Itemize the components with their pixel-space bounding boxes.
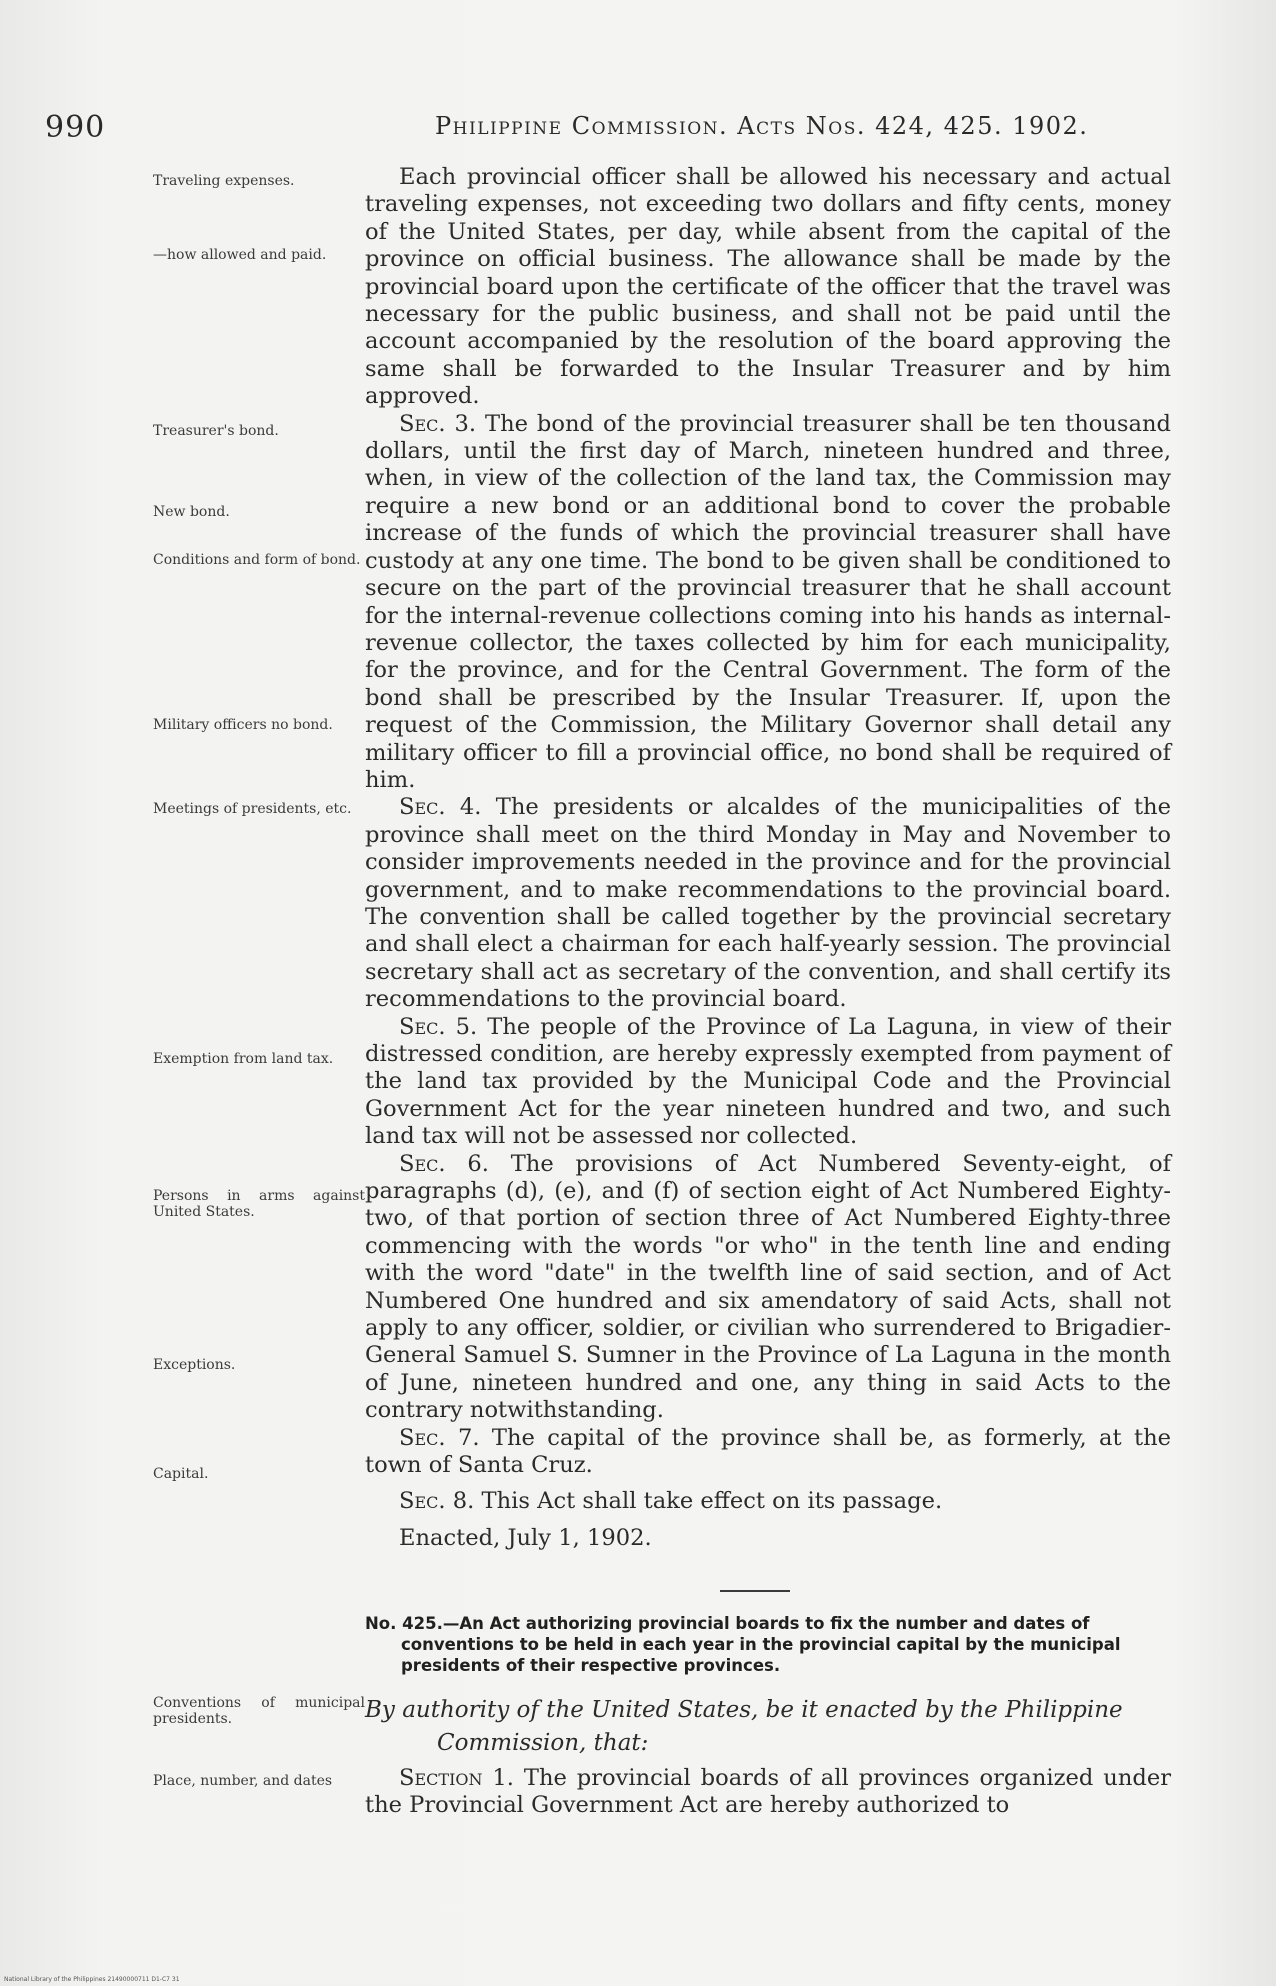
- act-425-title: No. 425.—An Act authorizing provincial boards to fix the number and dates of conventions to be held in each year in the provincial capital by the municipal presidents of their respective provinces.: [365, 1614, 1121, 1675]
- margin-note-conventions: Conventions of municipal presidents.: [153, 1695, 365, 1727]
- section-4-text: The presidents or alcaldes of the municipalities of the province shall meet on the third Monday in May and November to consider improvements needed in the province and for the provincial government, and to make recommendations to the provincial board. The convention shall be called together by the provincial secretary and shall elect a chairman for each half-yearly session. The provincial secretary shall act as secretary of the convention, and shall certify its recommendations to the provincial board.: [365, 794, 1171, 1013]
- act-425-heading: [365, 1613, 1171, 1676]
- section-3-label: Sec. 3.: [399, 410, 477, 437]
- section-3-text: The bond of the provincial treasurer shall be ten thousand dollars, until the first day of March, nineteen hundred and three, when, in view of the collection of the land tax, the Commission may require a new bond or an additional bond to cover the probable increase of the funds of which the provincial treasurer shall have custody at any one time. The bond to be given shall be conditioned to secure on the part of the provincial treasurer that he shall account for the internal-revenue collections coming into his hands as internal-revenue collector, the taxes collected by him for each municipality, for the province, and for the Central Government. The form of the bond shall be prescribed by the Insular Treasurer. If, upon the request of the Commission, the Military Governor shall detail any military officer to fill a provincial office, no bond shall be required of him.: [365, 410, 1171, 793]
- enacting-line-2: Commission, that:: [437, 1730, 649, 1756]
- margin-note-military-officers: Military officers no bond.: [153, 717, 333, 733]
- enacting-clause: [365, 1694, 1171, 1760]
- section-7-label: Sec. 7.: [399, 1424, 480, 1451]
- margin-note-how-allowed: —how allowed and paid.: [153, 247, 327, 263]
- act-425-body: [365, 1765, 1171, 1820]
- margin-note-new-bond: New bond.: [153, 504, 230, 520]
- section-3-paragraph: [365, 411, 1171, 795]
- section-7-text: The capital of the province shall be, as formerly, at the town of Santa Cruz.: [365, 1424, 1171, 1479]
- margin-note-capital: Capital.: [153, 1466, 209, 1482]
- section-divider: [720, 1590, 790, 1592]
- margin-note-persons-in-arms: Persons in arms against United States.: [153, 1188, 365, 1220]
- page-number: 990: [45, 110, 106, 145]
- margin-note-traveling-expenses: Traveling expenses.: [153, 173, 295, 189]
- section-6-paragraph: [365, 1151, 1171, 1425]
- section-8-label: Sec. 8.: [399, 1487, 475, 1514]
- section-5-paragraph: [365, 1014, 1171, 1151]
- margin-note-conditions-of-bond: Conditions and form of bond.: [153, 552, 361, 568]
- section-8-paragraph: [365, 1488, 1171, 1515]
- section-4-paragraph: [365, 794, 1171, 1013]
- section-6-text: The provisions of Act Numbered Seventy-eight, of paragraphs (d), (e), and (f) of section eight of Act Numbered Eighty-two, of that portion of section three of Act Numbered Eighty-three commencing with the words "or who" in the tenth line and ending with the word "date" in the twelfth line of said section, and of Act Numbered One hundred and six amendatory of said Acts, shall not apply to any officer, soldier, or civilian who surrendered to Brigadier-General Samuel S. Sumner in the Province of La Laguna in the month of June, nineteen hundred and one, any thing in said Acts to the contrary notwithstanding.: [365, 1150, 1171, 1424]
- section-5-text: The people of the Province of La Laguna, in view of their distressed condition, are hereby expressly exempted from payment of the land tax provided by the Municipal Code and the Provincial Government Act for the year nineteen hundred and two, and such land tax will not be assessed nor collected.: [365, 1013, 1171, 1150]
- act-425-section-1-paragraph: [365, 1765, 1171, 1820]
- margin-note-exemption-land-tax: Exemption from land tax.: [153, 1051, 334, 1067]
- act-425-section-1-text: The provincial boards of all provinces organized under the Provincial Government Act are hereby authorized to: [365, 1765, 1172, 1819]
- section-4-label: Sec. 4.: [399, 794, 482, 821]
- traveling-expenses-paragraph: Each provincial officer shall be allowed his necessary and actual traveling expenses, not exceeding two dollars and fifty cents, money of the United States, per day, while absent from the capital of the province on official business. The allowance shall be made by the provincial board upon the certificate of the officer that the travel was necessary for the public business, and shall not be paid until the account accompanied by the resolution of the board approving the same shall be forwarded to the Insular Treasurer and by him approved.: [365, 164, 1171, 410]
- running-head: Philippine Commission. Acts Nos. 424, 425. 1902.: [435, 112, 1089, 140]
- margin-note-treasurers-bond: Treasurer's bond.: [153, 423, 279, 439]
- section-7-paragraph: [365, 1425, 1171, 1480]
- act-424-body: [365, 164, 1171, 1552]
- page-header: [45, 110, 1105, 150]
- margin-note-meetings-of-presidents: Meetings of presidents, etc.: [153, 801, 352, 817]
- enacted-date: Enacted, July 1, 1902.: [399, 1524, 652, 1551]
- act-425-section-1-label: Section 1.: [399, 1765, 514, 1791]
- footer-imprint: National Library of the Philippines 21490000711 D1-C7 31: [4, 1976, 180, 1983]
- section-5-label: Sec. 5.: [399, 1013, 478, 1040]
- section-8-text: This Act shall take effect on its passage.: [481, 1487, 943, 1514]
- margin-note-place-number-dates: Place, number, and dates: [153, 1773, 333, 1789]
- section-6-label: Sec. 6.: [399, 1150, 489, 1177]
- margin-note-exceptions: Exceptions.: [153, 1357, 236, 1373]
- enacting-line-1: By authority of the United States, be it enacted by the Philippine: [365, 1697, 1123, 1723]
